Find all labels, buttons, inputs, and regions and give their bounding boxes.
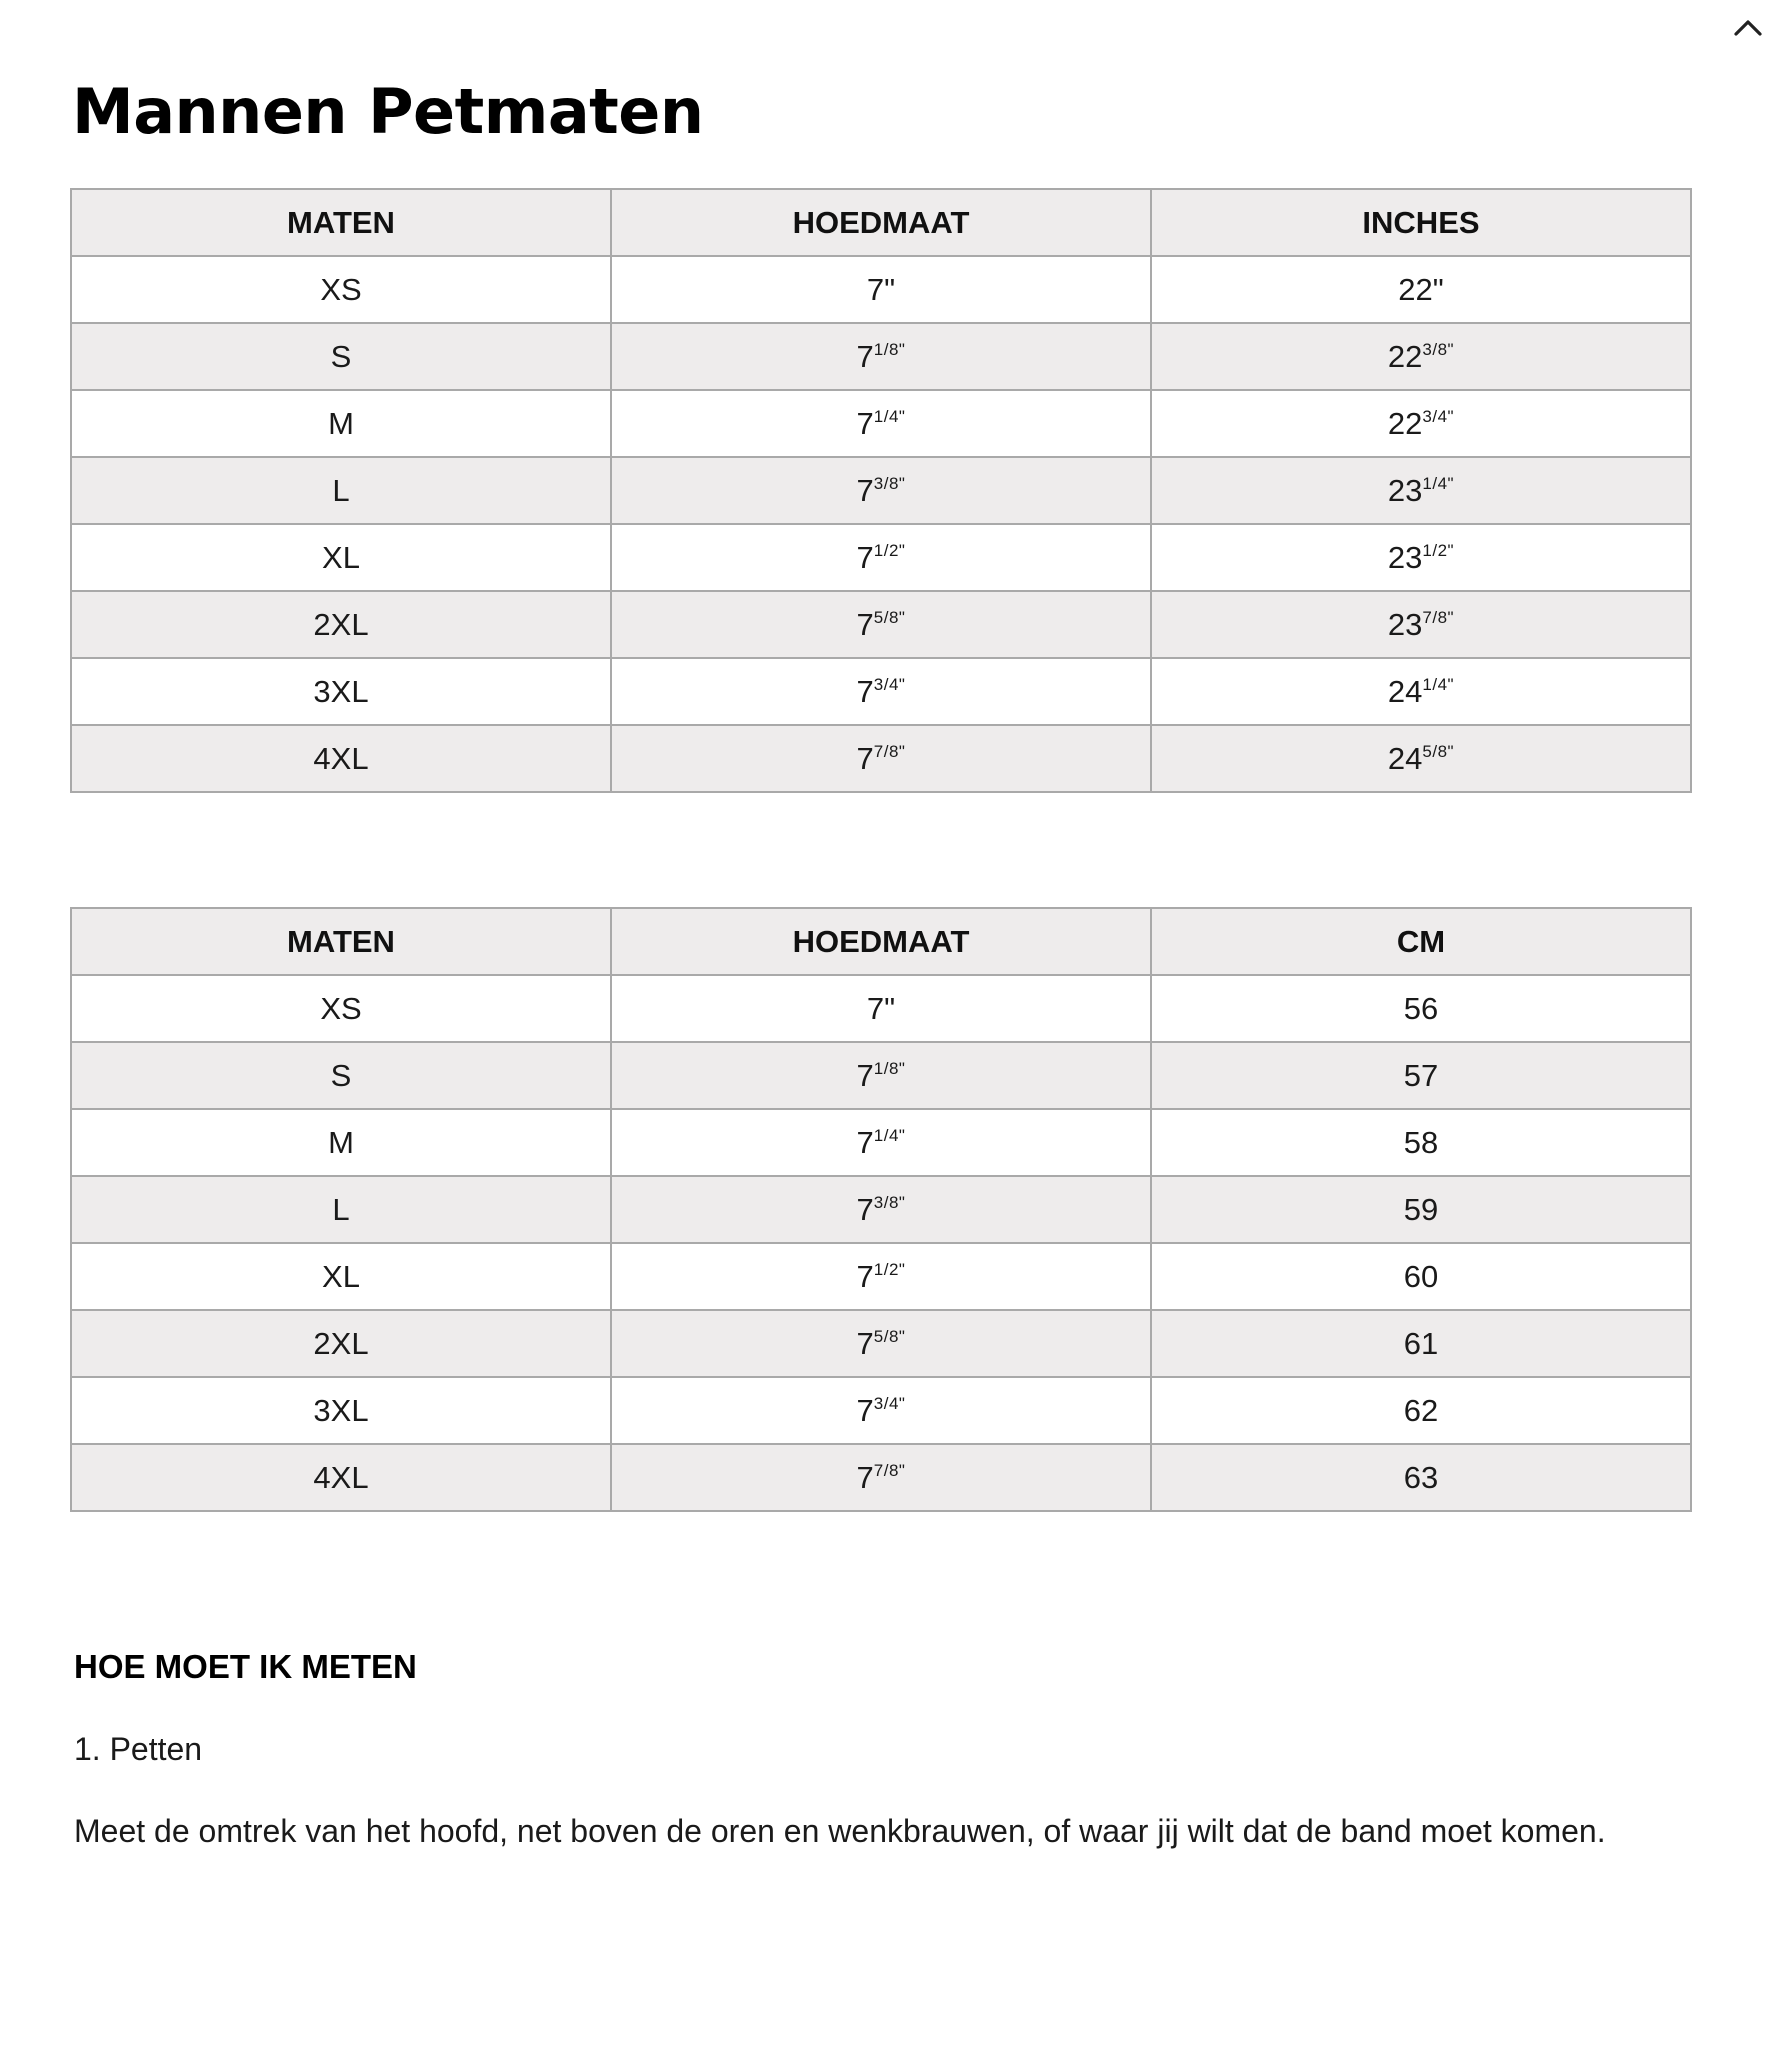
hat-size-whole: 7 [856,1258,874,1294]
hat-size-cell [611,1310,1151,1377]
table-header-row [71,189,1691,256]
size-cell: M [71,1109,611,1176]
inches-cell [1151,524,1691,591]
inches-cell [1151,323,1691,390]
hat-size-cell [611,524,1151,591]
hat-size-fraction: 7/8" [873,1460,906,1480]
size-table-cm [70,907,1692,1512]
hat-size-fraction: 5/8" [873,1326,906,1346]
hat-size-whole: 7 [856,1191,874,1227]
size-cell: XL [71,524,611,591]
inches-whole: 24 [1387,673,1423,709]
inches-whole: 22 [1387,405,1423,441]
inches-fraction: 1/4" [1422,473,1455,493]
hat-size-cell [611,1176,1151,1243]
hat-size-whole: 7" [866,990,896,1026]
measure-instruction: Meet de omtrek van het hoofd, net boven de oren en wenkbrauwen, of waar jij wilt dat de band moet komen. [74,1813,1606,1849]
size-cell: 2XL [71,591,611,658]
hat-size-fraction: 3/8" [873,473,906,493]
cm-cell: 61 [1151,1310,1691,1377]
table-header-row [71,908,1691,975]
cm-cell: 56 [1151,975,1691,1042]
hat-size-whole: 7 [856,472,874,508]
inches-whole: 23 [1387,539,1423,575]
chevron-up-icon [1730,10,1766,46]
table-row [71,390,1691,457]
hat-size-whole: 7" [866,271,896,307]
hat-size-whole: 7 [856,338,874,374]
hat-size-fraction: 1/4" [873,406,906,426]
hat-size-cell [611,457,1151,524]
size-cell: S [71,323,611,390]
hat-size-whole: 7 [856,405,874,441]
size-cell: 3XL [71,658,611,725]
table-row [71,1243,1691,1310]
inches-whole: 24 [1387,740,1423,776]
table-row [71,1310,1691,1377]
hat-size-fraction: 1/8" [873,1058,906,1078]
hat-size-cell [611,256,1151,323]
collapse-toggle[interactable] [1730,10,1766,46]
hat-size-fraction: 1/8" [873,339,906,359]
hat-size-whole: 7 [856,1392,874,1428]
table-row [71,457,1691,524]
size-cell: L [71,1176,611,1243]
inches-cell [1151,725,1691,792]
column-header-maten: MATEN [71,189,611,256]
cm-cell: 59 [1151,1176,1691,1243]
inches-cell [1151,591,1691,658]
table-row [71,591,1691,658]
column-header-hoedmaat: HOEDMAAT [611,189,1151,256]
hat-size-cell [611,725,1151,792]
hat-size-cell [611,1042,1151,1109]
column-header-cm: CM [1151,908,1691,975]
hat-size-whole: 7 [856,1057,874,1093]
size-cell: 4XL [71,1444,611,1511]
hat-size-fraction: 1/2" [873,1259,906,1279]
inches-whole: 23 [1387,606,1423,642]
inches-fraction: 7/8" [1422,607,1455,627]
size-cell: M [71,390,611,457]
inches-fraction: 3/8" [1422,339,1455,359]
table-row [71,725,1691,792]
table-row [71,1377,1691,1444]
inches-whole: 23 [1387,472,1423,508]
size-table-inches [70,188,1692,793]
inches-whole: 22 [1387,338,1423,374]
table-row [71,1109,1691,1176]
hat-size-fraction: 7/8" [873,741,906,761]
inches-cell [1151,658,1691,725]
table-row [71,975,1691,1042]
hat-size-whole: 7 [856,1459,874,1495]
hat-size-whole: 7 [856,539,874,575]
table-row [71,524,1691,591]
hat-size-whole: 7 [856,740,874,776]
hat-size-cell [611,591,1151,658]
column-header-inches: INCHES [1151,189,1691,256]
table-row [71,323,1691,390]
size-cell: 4XL [71,725,611,792]
size-cell: 2XL [71,1310,611,1377]
hat-size-whole: 7 [856,1124,874,1160]
inches-cell [1151,390,1691,457]
hat-size-cell [611,658,1151,725]
hat-size-fraction: 1/4" [873,1125,906,1145]
step-label: 1. Petten [74,1731,203,1767]
hat-size-fraction: 5/8" [873,607,906,627]
table-row [71,1042,1691,1109]
inches-fraction: 5/8" [1422,741,1455,761]
size-cell: XS [71,256,611,323]
hat-size-whole: 7 [856,606,874,642]
hat-size-fraction: 1/2" [873,540,906,560]
table-row [71,1176,1691,1243]
inches-cell [1151,256,1691,323]
inches-fraction: 1/2" [1422,540,1455,560]
size-cell: XL [71,1243,611,1310]
hat-size-cell [611,1444,1151,1511]
size-cell: L [71,457,611,524]
cm-cell: 58 [1151,1109,1691,1176]
how-to-measure-heading: HOE MOET IK METEN [74,1648,417,1685]
size-cell: XS [71,975,611,1042]
inches-fraction: 1/4" [1422,674,1455,694]
column-header-maten: MATEN [71,908,611,975]
cm-cell: 63 [1151,1444,1691,1511]
cm-cell: 57 [1151,1042,1691,1109]
size-cell: S [71,1042,611,1109]
inches-cell [1151,457,1691,524]
hat-size-cell [611,390,1151,457]
hat-size-cell [611,1109,1151,1176]
cm-cell: 60 [1151,1243,1691,1310]
table-row [71,658,1691,725]
table-row [71,1444,1691,1511]
column-header-hoedmaat: HOEDMAAT [611,908,1151,975]
size-cell: 3XL [71,1377,611,1444]
page-title: Mannen Petmaten [72,75,704,148]
hat-size-fraction: 3/4" [873,1393,906,1413]
cm-cell: 62 [1151,1377,1691,1444]
table-row [71,256,1691,323]
hat-size-cell [611,975,1151,1042]
hat-size-fraction: 3/8" [873,1192,906,1212]
hat-size-whole: 7 [856,1325,874,1361]
inches-whole: 22" [1398,271,1444,307]
hat-size-whole: 7 [856,673,874,709]
hat-size-cell [611,323,1151,390]
hat-size-cell [611,1377,1151,1444]
hat-size-fraction: 3/4" [873,674,906,694]
inches-fraction: 3/4" [1422,406,1455,426]
hat-size-cell [611,1243,1151,1310]
